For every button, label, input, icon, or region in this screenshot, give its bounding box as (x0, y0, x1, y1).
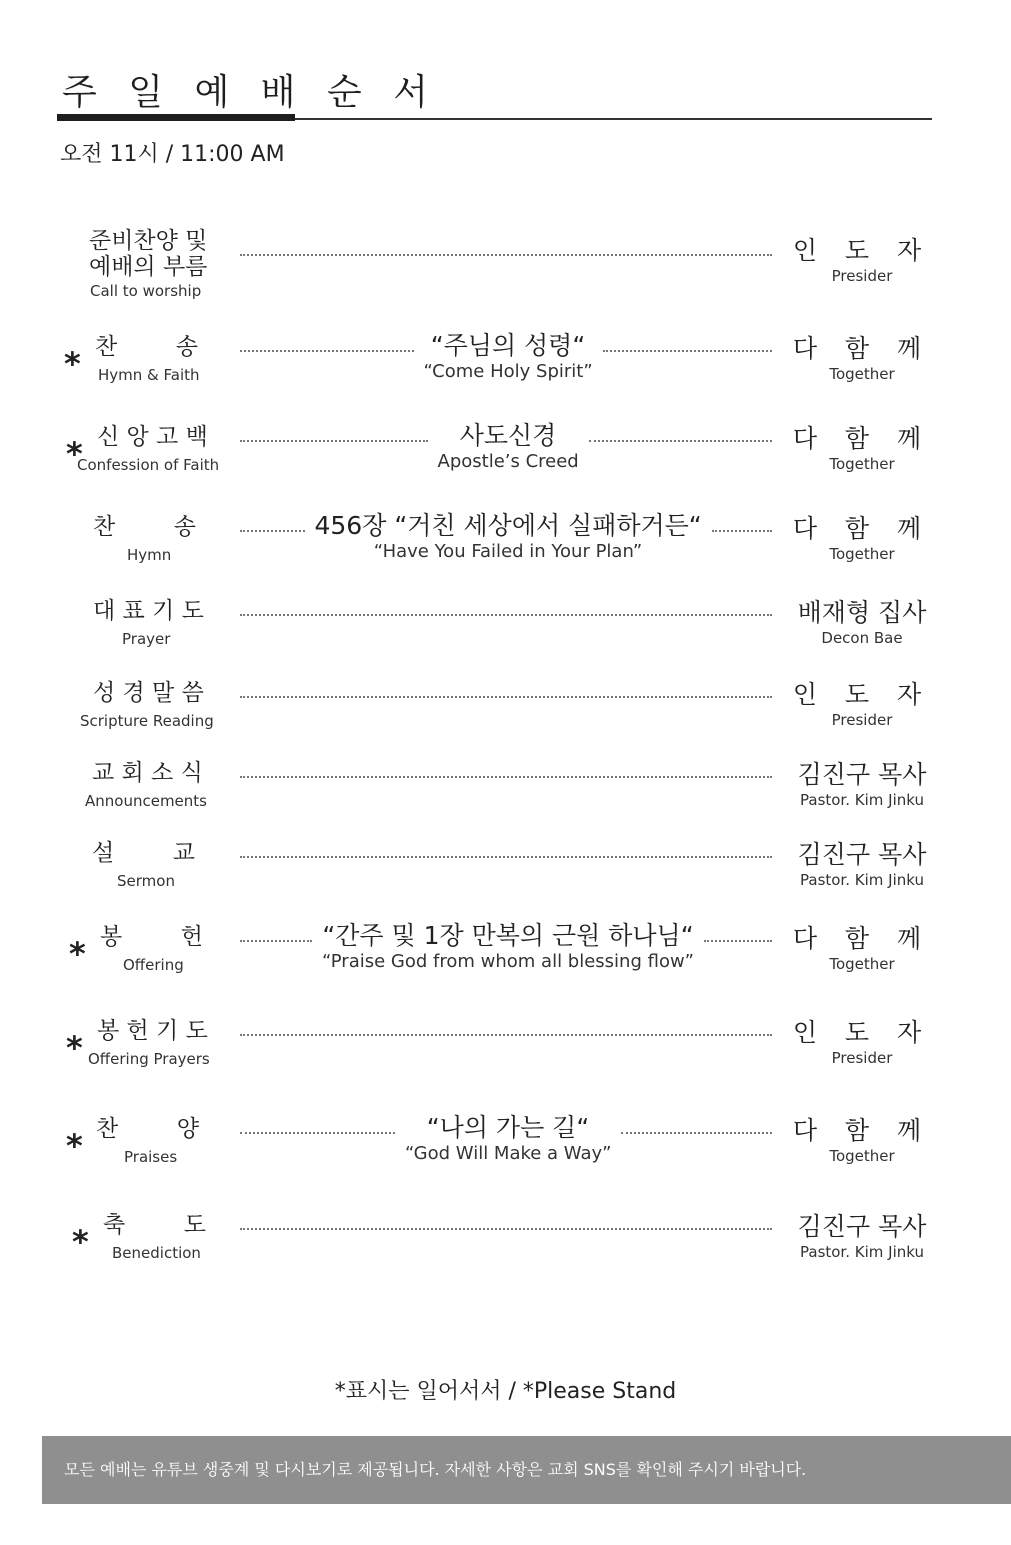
item-title-english: Hymn & Faith (98, 366, 200, 384)
item-leader (787, 760, 937, 810)
item-title-korean: 신 앙 고 백 (97, 424, 208, 450)
dot-leader (240, 940, 312, 942)
leader-english: Presider (831, 711, 893, 729)
leader-english: Together (829, 455, 895, 473)
item-content-english: “Come Holy Spirit” (423, 361, 593, 382)
dot-leader (240, 1034, 772, 1036)
item-title-english: Sermon (117, 872, 175, 890)
item-content-korean: “나의 가는 길“ (426, 1113, 590, 1142)
order-item (0, 680, 1011, 760)
order-item (0, 421, 1011, 504)
item-leader (787, 680, 937, 730)
item-title-korean: 찬 송 (93, 514, 196, 540)
item-leader (787, 598, 937, 648)
item-content-korean: “간주 및 1장 만복의 근원 하나님“ (322, 921, 694, 950)
dot-leader (240, 1132, 395, 1134)
item-title-korean: 축 도 (103, 1212, 206, 1238)
stand-note: *표시는 일어서서 / *Please Stand (334, 1379, 677, 1404)
item-title-korean: 봉 헌 기 도 (97, 1018, 208, 1044)
leader-korean: 김진구 목사 (797, 760, 927, 789)
item-title-english: Call to worship (90, 282, 202, 300)
dot-leader (240, 1228, 772, 1230)
dot-leader (240, 440, 428, 442)
leader-english: Together (829, 955, 895, 973)
leader-english: Presider (831, 1049, 893, 1067)
item-leader (787, 334, 937, 384)
leader-korean: 인 도 자 (792, 1018, 932, 1047)
item-title-english: Offering Prayers (88, 1050, 210, 1068)
leader-english: Presider (831, 267, 893, 285)
item-leader (787, 1018, 937, 1068)
item-content-korean: 456장 “거친 세상에서 실패하거든“ (314, 511, 702, 540)
item-title-english: Hymn (127, 546, 172, 564)
order-item (0, 1212, 1011, 1292)
item-leader (787, 1116, 937, 1166)
item-leader (787, 1212, 937, 1262)
item-title-english: Prayer (122, 630, 171, 648)
dot-leader (240, 254, 772, 256)
item-title-english: Benediction (112, 1244, 201, 1262)
leader-korean: 다 함 께 (792, 924, 932, 953)
item-content (322, 922, 694, 974)
leader-english: Pastor. Kim Jinku (800, 871, 924, 889)
service-time: 오전 11시 / 11:00 AM (60, 142, 285, 167)
item-title-korean: 찬 양 (96, 1116, 199, 1142)
item-content (438, 422, 579, 474)
leader-korean: 다 함 께 (792, 514, 932, 543)
item-content (315, 512, 702, 564)
leader-english: Decon Bae (821, 629, 903, 647)
stand-marker: * (66, 1029, 83, 1067)
leader-english: Pastor. Kim Jinku (800, 1243, 924, 1261)
leader-english: Together (829, 545, 895, 563)
item-title-korean: 설 교 (92, 840, 195, 866)
stand-marker: * (69, 935, 86, 973)
dot-leader (240, 350, 414, 352)
item-content-english: “Praise God from whom all blessing flow” (322, 951, 694, 972)
order-item (0, 760, 1011, 840)
item-title-english: Announcements (85, 792, 207, 810)
item-content-english: “God Will Make a Way” (405, 1143, 612, 1164)
dot-leader (240, 696, 772, 698)
leader-korean: 다 함 께 (792, 334, 932, 363)
stand-marker: * (64, 345, 81, 383)
order-item (0, 921, 1011, 1004)
leader-korean: 김진구 목사 (797, 840, 927, 869)
item-leader (787, 840, 937, 890)
footer-banner: 모든 예배는 유튜브 생중계 및 다시보기로 제공됩니다. 자세한 사항은 교회 SNS를 확인해 주시기 바랍니다. (42, 1436, 1011, 1504)
order-item (0, 1018, 1011, 1098)
leader-english: Pastor. Kim Jinku (800, 791, 924, 809)
item-content-korean: “주님의 성령“ (430, 331, 586, 360)
item-content-korean: 사도신경 (459, 421, 557, 450)
item-title-english: Praises (124, 1148, 178, 1166)
dot-leader (603, 350, 773, 352)
leader-english: Together (829, 1147, 895, 1165)
dot-leader (240, 776, 772, 778)
dot-leader (621, 1132, 772, 1134)
item-title-english: Scripture Reading (80, 712, 214, 730)
item-leader (787, 514, 937, 564)
order-item (0, 331, 1011, 414)
leader-english: Together (829, 365, 895, 383)
item-title-english: Offering (123, 956, 184, 974)
item-content (424, 332, 593, 384)
dot-leader (704, 940, 772, 942)
order-item (0, 228, 1011, 308)
stand-marker: * (72, 1223, 89, 1261)
dot-leader (589, 440, 773, 442)
leader-korean: 다 함 께 (792, 1116, 932, 1145)
item-title-korean: 준비찬양 및 예배의 부름 (89, 228, 208, 280)
item-leader (787, 924, 937, 974)
order-item (0, 598, 1011, 678)
leader-korean: 배재형 집사 (797, 598, 927, 627)
item-title-korean: 교 회 소 식 (92, 760, 203, 786)
dot-leader (240, 614, 772, 616)
item-title-korean: 성 경 말 씀 (93, 680, 204, 706)
item-leader (787, 424, 937, 474)
title-underline (57, 114, 295, 121)
item-title-korean: 찬 송 (95, 334, 198, 360)
order-item (0, 1113, 1011, 1196)
leader-korean: 인 도 자 (792, 236, 932, 265)
item-title-korean: 봉 헌 (100, 924, 203, 950)
item-content (405, 1114, 611, 1166)
stand-marker: * (66, 435, 83, 473)
dot-leader (240, 530, 305, 532)
leader-korean: 인 도 자 (792, 680, 932, 709)
order-item (0, 840, 1011, 920)
dot-leader (240, 856, 772, 858)
item-content-english: “Have You Failed in Your Plan” (373, 541, 643, 562)
leader-korean: 김진구 목사 (797, 1212, 927, 1241)
order-item (0, 511, 1011, 594)
page-title: 주 일 예 배 순 서 (62, 72, 438, 113)
item-leader (787, 236, 937, 286)
stand-marker: * (66, 1127, 83, 1165)
item-title-english: Confession of Faith (77, 456, 220, 474)
item-content-english: Apostle’s Creed (437, 451, 579, 472)
dot-leader (712, 530, 773, 532)
leader-korean: 다 함 께 (792, 424, 932, 453)
item-title-korean: 대 표 기 도 (93, 598, 204, 624)
